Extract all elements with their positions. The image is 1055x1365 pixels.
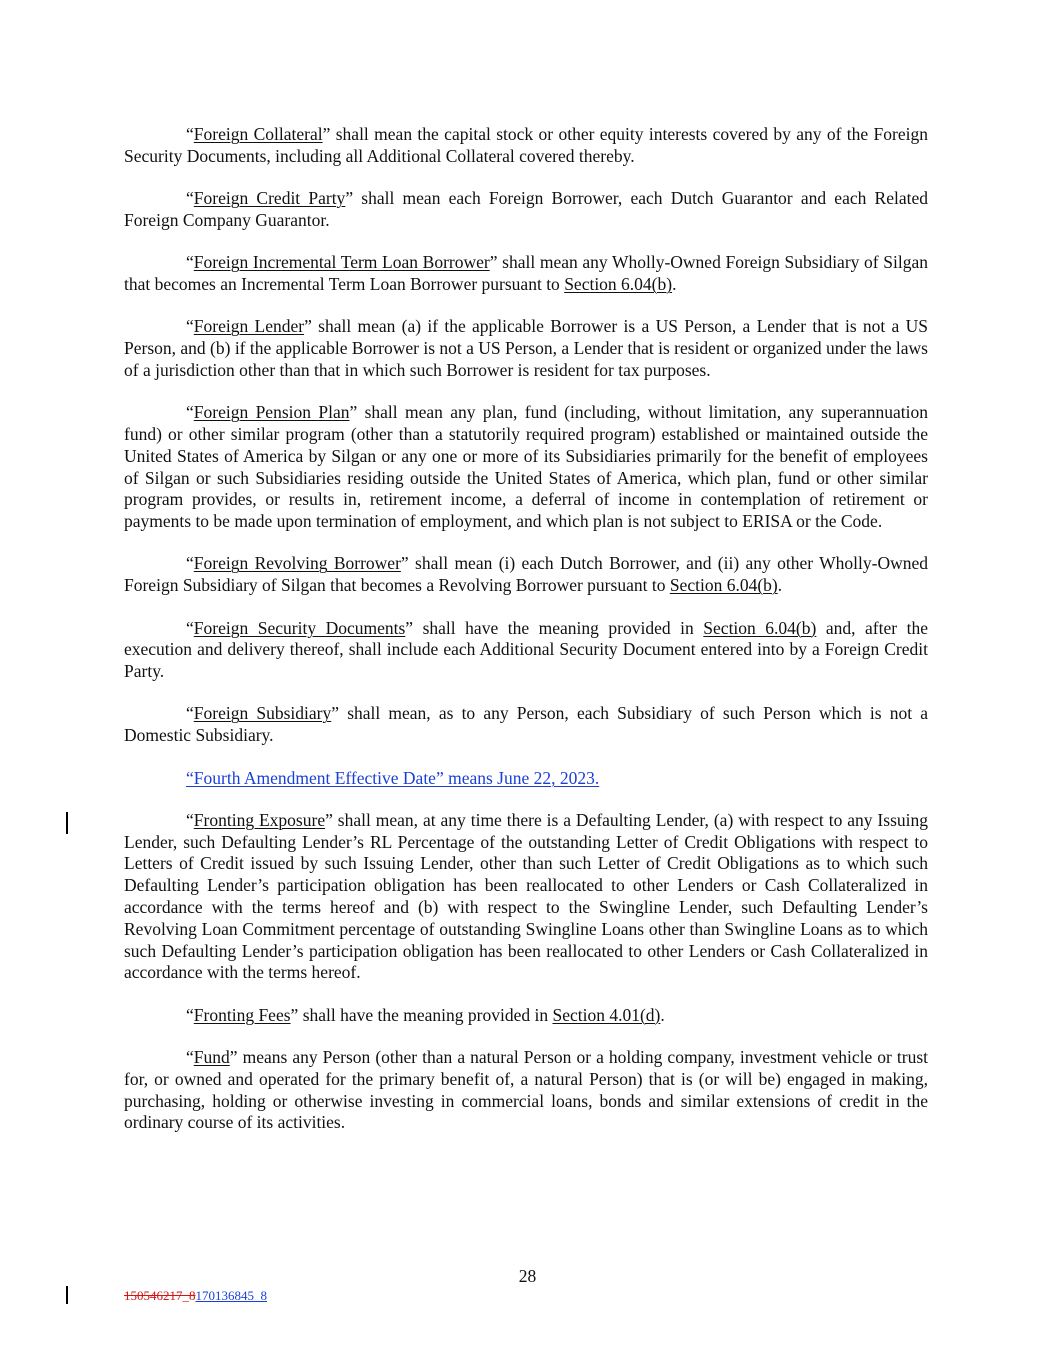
change-bar — [66, 812, 68, 834]
definition-paragraph: “Foreign Subsidiary” shall mean, as to any Person, each Subsidiary of such Person which is not a Domestic Subsidiary. — [124, 703, 928, 746]
document-id-footer — [124, 1288, 267, 1304]
defined-term: Foreign Revolving Borrower — [193, 553, 401, 574]
definition-paragraph: “Foreign Credit Party” shall mean each Foreign Borrower, each Dutch Guarantor and each Related Foreign Company Guarantor. — [124, 188, 929, 230]
definition-paragraph: “Foreign Pension Plan” shall mean any plan, fund (including, without limitation, any superannuation fund) or other similar program (other than a statutorily required program) established or maintained outside the United States of America by Silgan or any one or more of its Subsidiaries primarily for the benefit of employees of Silgan or such Subsidiaries residing outside the United States of America, which plan, fund or other similar program provides, or results in, retirement income, a deferral of income in contemplation of retirement or payments to be made upon termination of employment, and which plan is not subject to ERISA or the Code. — [124, 402, 928, 532]
defined-term: Foreign Subsidiary — [193, 703, 332, 724]
defined-term: Fronting Fees — [193, 1004, 291, 1025]
defined-term: Foreign Collateral — [193, 124, 323, 144]
deleted-document-id: 150546217_8 — [124, 1288, 196, 1303]
inserted-text: “Fourth Amendment Effective Date” means June 22, 2023. — [186, 767, 600, 788]
definition-paragraph: “Foreign Security Documents” shall have the meaning provided in Section 6.04(b) and, after the execution and delivery thereof, shall include each Additional Security Document entered into by a Foreign Credit Party. — [124, 617, 928, 682]
defined-term: Foreign Lender — [193, 316, 305, 337]
inserted-definition-paragraph — [124, 768, 928, 790]
section-reference: Section 4.01(d) — [552, 1004, 661, 1025]
defined-term: Foreign Credit Party — [193, 188, 346, 209]
defined-term: Fronting Exposure — [193, 809, 326, 830]
section-reference: Section 6.04(b) — [669, 575, 778, 596]
inserted-document-id: 170136845_8 — [195, 1288, 267, 1303]
defined-term: Foreign Pension Plan — [193, 402, 350, 423]
section-reference: Section 6.04(b) — [703, 617, 817, 638]
change-bar — [66, 1286, 68, 1304]
page-number: 28 — [518, 1266, 537, 1286]
definition-paragraph: “Fund” means any Person (other than a natural Person or a holding company, investment vehicle or trust for, or owned and operated for the primary benefit of, a natural Person) that is (or will be) engaged in making, purchasing, holding or otherwise investing in commercial loans, bonds and similar extensions of credit in the ordinary course of its activities. — [124, 1047, 928, 1133]
section-reference: Section 6.04(b) — [564, 273, 673, 294]
defined-term: Foreign Incremental Term Loan Borrower — [193, 252, 490, 273]
defined-term: Fund — [193, 1047, 230, 1067]
definition-paragraph: “Foreign Revolving Borrower” shall mean (i) each Dutch Borrower, and (ii) any other Wholly-Owned Foreign Subsidiary of Silgan that becomes a Revolving Borrower pursuant to Section 6.04(b). — [124, 553, 928, 596]
definition-paragraph: “Foreign Collateral” shall mean the capital stock or other equity interests covered by any of the Foreign Security Documents, including all Additional Collateral covered thereby. — [124, 124, 928, 166]
definition-paragraph: “Fronting Fees” shall have the meaning provided in Section 4.01(d). — [186, 1004, 665, 1025]
definition-paragraph: “Foreign Lender” shall mean (a) if the applicable Borrower is a US Person, a Lender that is not a US Person, and (b) if the applicable Borrower is not a US Person, a Lender that is resident or organized under the laws of a jurisdiction other than that in which such Borrower is resident for tax purposes. — [124, 316, 928, 380]
document-page — [124, 124, 928, 1155]
definition-paragraph: “Fronting Exposure” shall mean, at any time there is a Defaulting Lender, (a) with respect to any Issuing Lender, such Defaulting Lender’s RL Percentage of the outstanding Letter of Credit Obligations with respect to Letters of Credit issued by such Issuing Lender, other than such Letter of Credit Obligations as to which such Defaulting Lender’s participation obligation has been reallocated to other Lenders or Cash Collateralized in accordance with the terms hereof and (b) with respect to the Swingline Lender, such Defaulting Lender’s Revolving Loan Commitment percentage of outstanding Swingline Loans other than Swingline Loans as to which such Defaulting Lender’s participation obligation has been reallocated to other Lenders or Cash Collateralized in accordance with the terms hereof. — [124, 809, 928, 983]
definition-paragraph: “Foreign Incremental Term Loan Borrower” shall mean any Wholly-Owned Foreign Subsidiary of Silgan that becomes an Incremental Term Loan Borrower pursuant to Section 6.04(b). — [124, 252, 928, 294]
defined-term: Foreign Security Documents — [193, 617, 406, 638]
